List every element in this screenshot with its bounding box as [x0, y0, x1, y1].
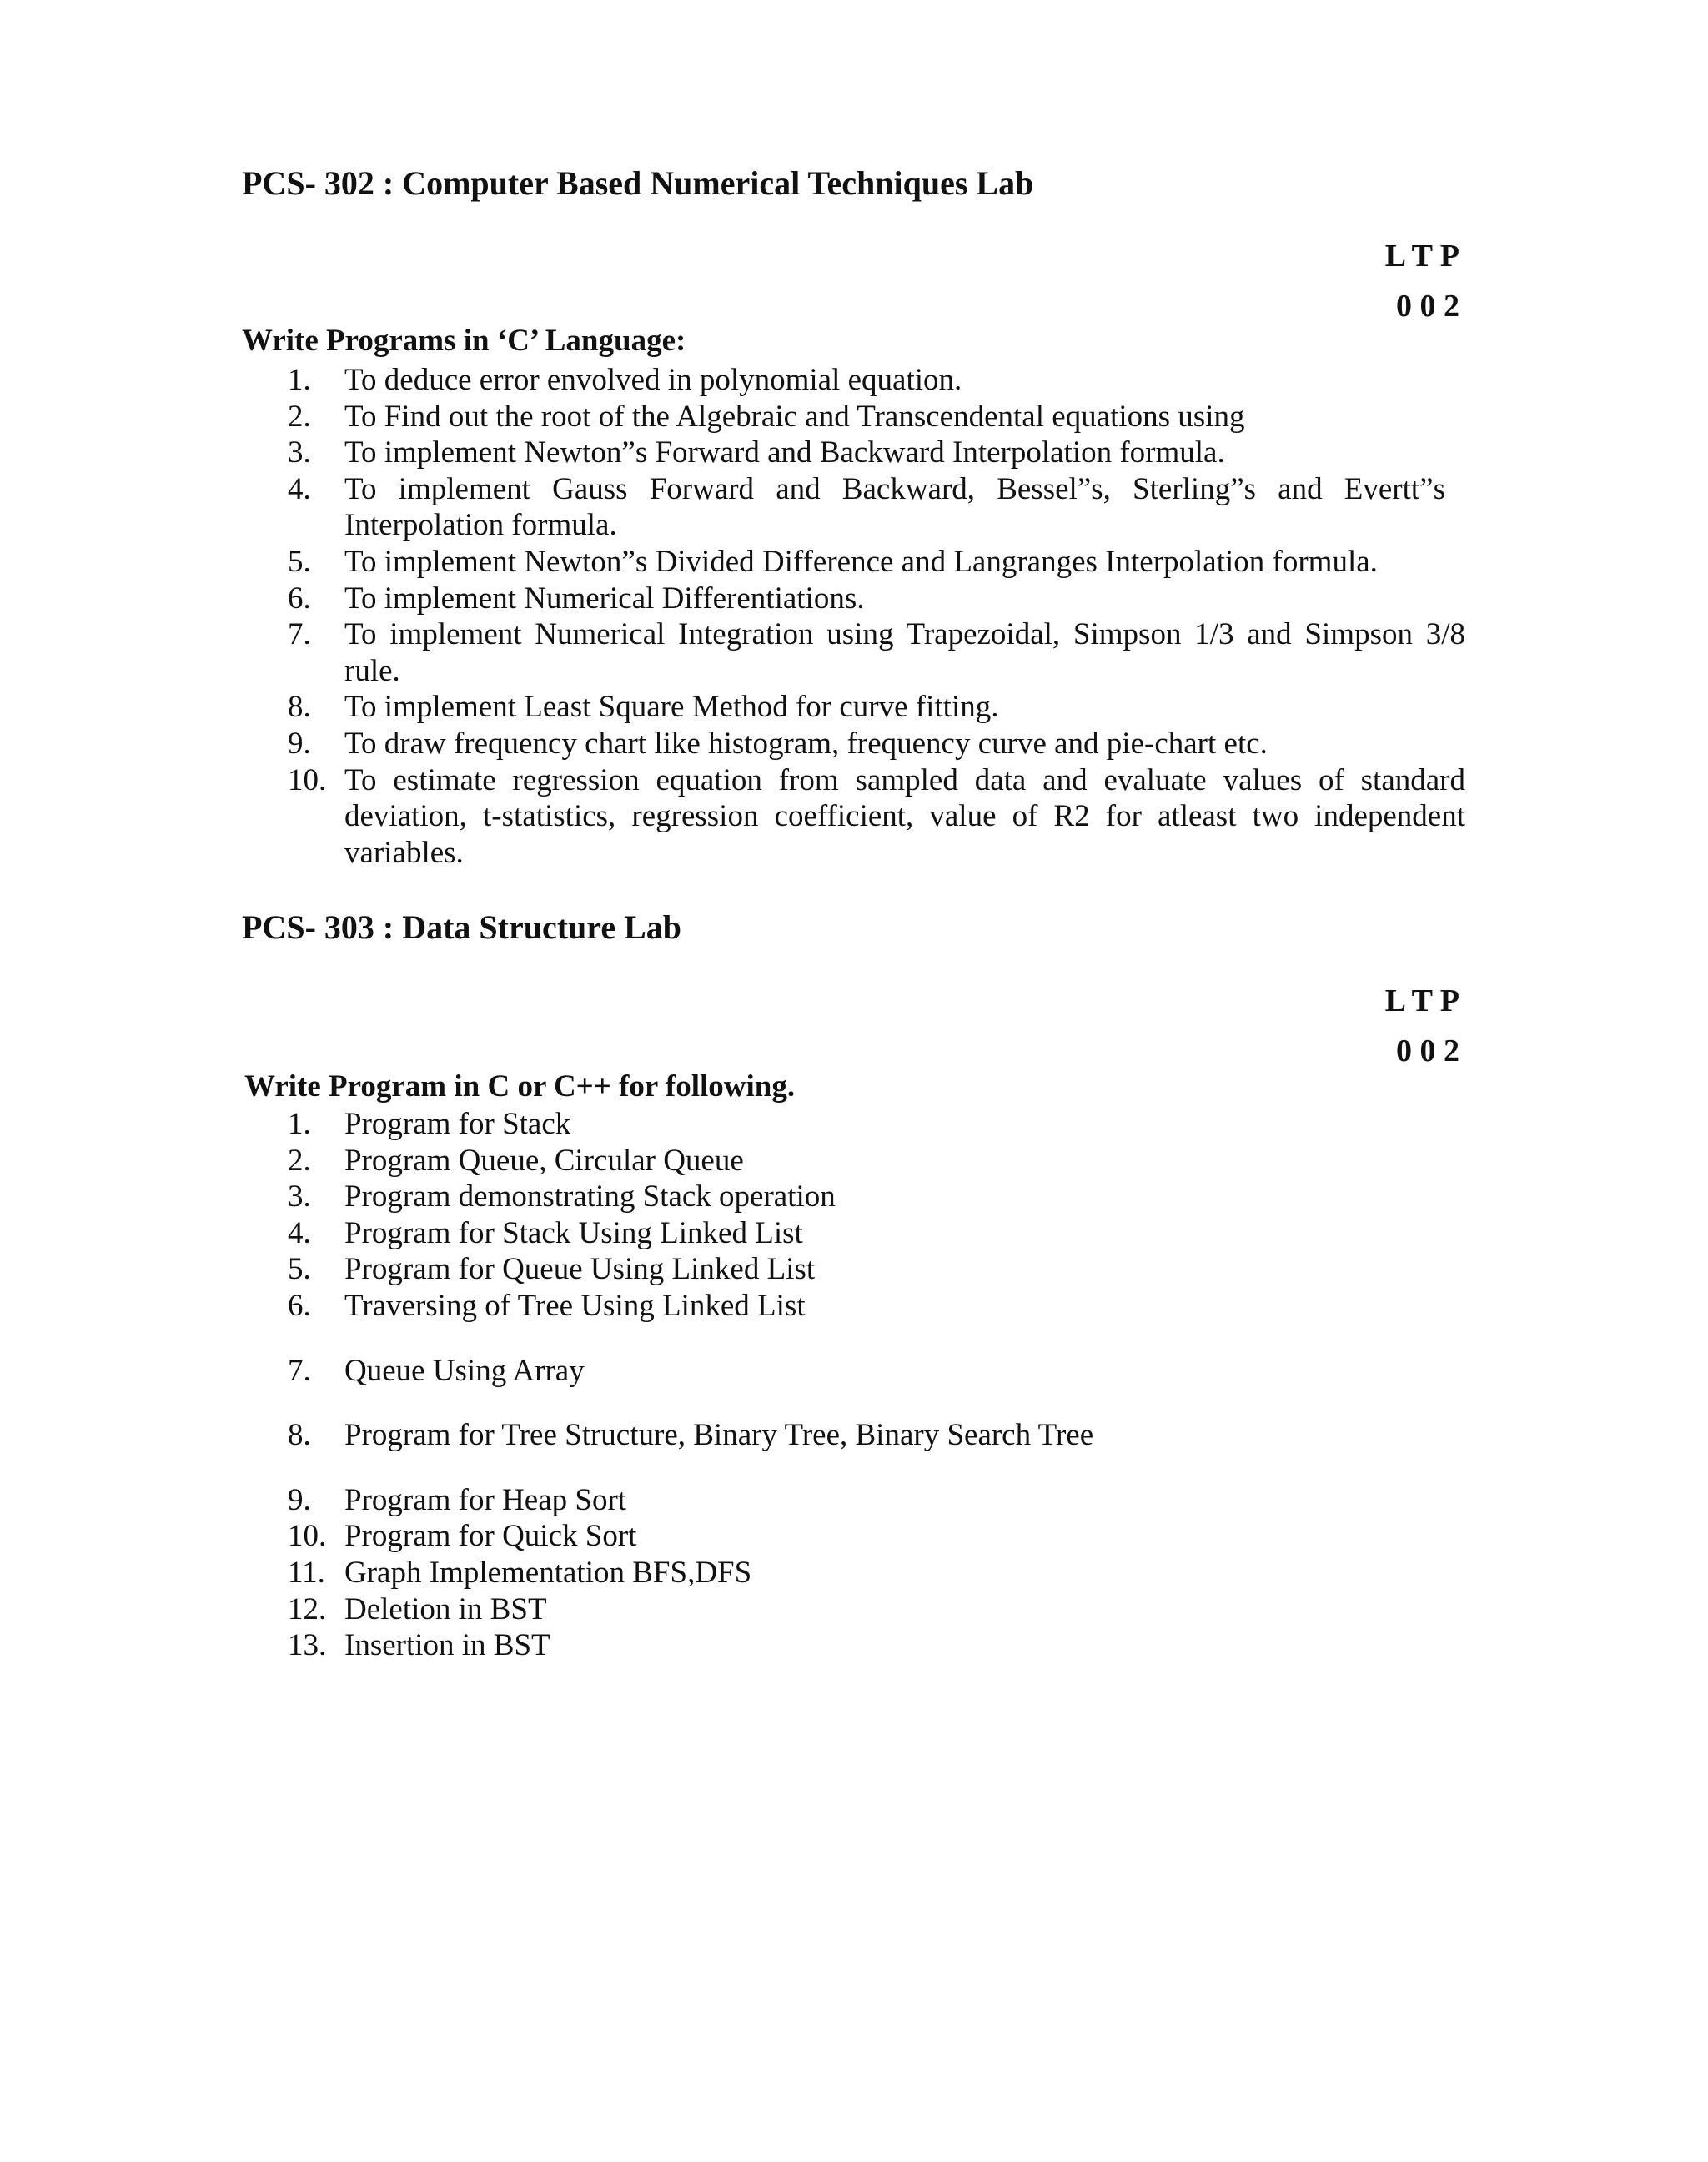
item-number: 9. [288, 726, 311, 761]
list-item [0, 689, 1708, 726]
item-number: 7. [288, 617, 311, 652]
item-text: Program for Queue Using Linked List [344, 1252, 816, 1287]
item-number: 13. [288, 1628, 327, 1663]
list-item [0, 471, 1708, 544]
item-number: 8. [288, 690, 311, 725]
item-text: To implement Newton”s Divided Difference and Langranges Interpolation formula. [344, 544, 1378, 579]
item-number: 5. [288, 1252, 311, 1287]
item-number: 3. [288, 1179, 311, 1214]
item-number: 11. [288, 1555, 325, 1590]
program-list-pcs303 [0, 1106, 1708, 1664]
item-text: To estimate regression equation from sampled data and evaluate values of standard deviation, t-statistics, regression coefficient, value of R2 for atleast two independent variables. [344, 762, 1465, 870]
item-number: 1. [288, 363, 311, 397]
item-number: 2. [288, 399, 311, 434]
item-text: Queue Using Array [344, 1353, 585, 1388]
item-number: 10. [288, 762, 327, 797]
list-item [0, 1179, 1708, 1215]
item-text: Program for Stack Using Linked List [344, 1215, 803, 1250]
item-number: 10. [288, 1519, 327, 1554]
ltp-header-pcs303: L T P [1384, 983, 1459, 1018]
list-item [0, 1251, 1708, 1288]
list-item [0, 1288, 1708, 1325]
item-text: Graph Implementation BFS,DFS [344, 1555, 752, 1590]
list-item [0, 1417, 1708, 1454]
item-number: 4. [288, 471, 311, 506]
list-item [0, 1518, 1708, 1555]
list-item [0, 1482, 1708, 1519]
item-text: Program for Quick Sort [344, 1519, 637, 1554]
item-number: 6. [288, 581, 311, 616]
list-item [0, 1353, 1708, 1390]
item-text: Program demonstrating Stack operation [344, 1179, 836, 1214]
item-number: 4. [288, 1215, 311, 1250]
ltp-values-pcs302: 0 0 2 [1396, 289, 1459, 324]
item-text: To deduce error envolved in polynomial equation. [344, 363, 962, 397]
item-text: To Find out the root of the Algebraic and Transcendental equations using [344, 399, 1245, 434]
list-item [0, 1555, 1708, 1591]
list-item [0, 1106, 1708, 1143]
item-text: Program Queue, Circular Queue [344, 1143, 744, 1178]
list-item [0, 581, 1708, 617]
list-item [0, 399, 1708, 435]
list-item [0, 616, 1708, 689]
list-item [0, 544, 1708, 581]
item-text: Program for Tree Structure, Binary Tree, Binary Search Tree [344, 1418, 1094, 1453]
item-text: To implement Numerical Integration using Trapezoidal, Simpson 1/3 and Simpson 3/8 rule. [344, 617, 1465, 688]
instruction-pcs303: Write Program in C or C++ for following. [244, 1069, 796, 1104]
list-item [0, 362, 1708, 399]
list-item [0, 726, 1708, 762]
list-item [0, 762, 1708, 872]
item-text: To draw frequency chart like histogram, frequency curve and pie-chart etc. [344, 726, 1268, 761]
item-text: Program for Heap Sort [344, 1482, 627, 1517]
instruction-pcs302: Write Programs in ‘C’ Language: [242, 324, 686, 358]
item-number: 7. [288, 1353, 311, 1388]
item-text: To implement Least Square Method for curve fitting. [344, 690, 999, 725]
list-item [0, 1591, 1708, 1628]
item-number: 6. [288, 1288, 311, 1323]
list-item [0, 1627, 1708, 1664]
item-text: To implement Gauss Forward and Backward, Bessel”s, Sterling”s and Evertt”s Interpolation formula. [344, 471, 1445, 543]
item-text: To implement Numerical Differentiations. [344, 581, 865, 616]
item-number: 1. [288, 1107, 311, 1141]
item-text: Program for Stack [344, 1107, 571, 1141]
item-text: Traversing of Tree Using Linked List [344, 1288, 806, 1323]
item-number: 12. [288, 1591, 327, 1627]
program-list-pcs302 [0, 362, 1708, 871]
item-text: Deletion in BST [344, 1591, 547, 1627]
item-number: 9. [288, 1482, 311, 1517]
item-text: Insertion in BST [344, 1628, 550, 1663]
item-number: 3. [288, 435, 311, 470]
item-number: 8. [288, 1418, 311, 1453]
list-item [0, 1143, 1708, 1179]
section-title-pcs302: PCS- 302 : Computer Based Numerical Techniques Lab [242, 164, 1034, 202]
list-item [0, 435, 1708, 471]
ltp-header-pcs302: L T P [1384, 239, 1459, 274]
section-title-pcs303: PCS- 303 : Data Structure Lab [242, 908, 682, 946]
ltp-values-pcs303: 0 0 2 [1396, 1033, 1459, 1068]
item-number: 2. [288, 1143, 311, 1178]
item-text: To implement Newton”s Forward and Backward Interpolation formula. [344, 435, 1225, 470]
item-number: 5. [288, 544, 311, 579]
list-item [0, 1215, 1708, 1252]
